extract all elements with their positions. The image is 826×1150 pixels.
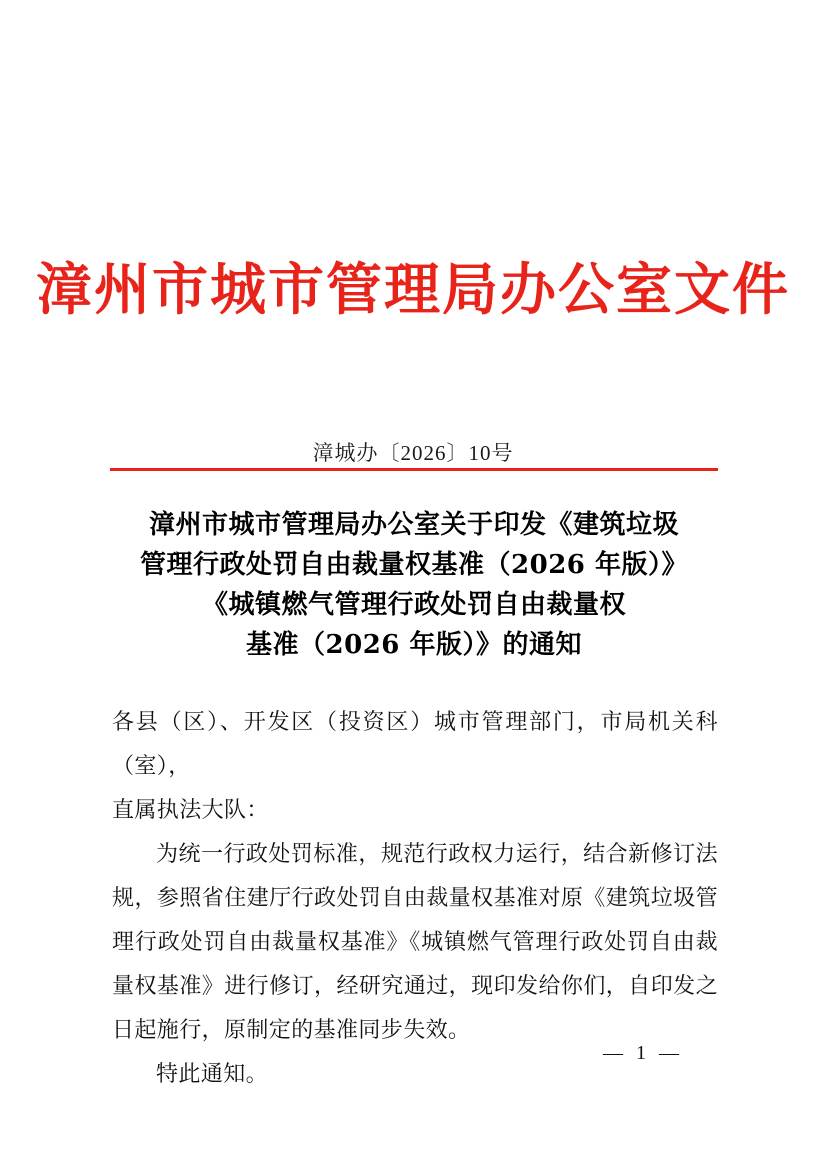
page-title-line-2: 管理行政处罚自由裁量权基准（2026 年版）》 bbox=[140, 550, 688, 580]
salutation-line-1: 各县（区）、开发区（投资区）城市管理部门，市局机关科（室）， bbox=[112, 709, 718, 778]
document-serial-number: 漳城办〔2026〕10号 bbox=[312, 441, 514, 465]
body-paragraph-1: 为统一行政处罚标准，规范行政权力运行，结合新修订法规，参照省住建厅行政处罚自由裁量权基准对原《建筑垃圾管理行政处罚自由裁量权基准》《城镇燃气管理行政处罚自由裁量权基准》进行修订，经研究通过，现印发给你们，自印发之日起施行，原制定的基准同步失效。 bbox=[112, 841, 718, 1042]
issuing-authority-title: 漳州市城市管理局办公室文件 bbox=[36, 257, 790, 323]
page-title bbox=[110, 505, 718, 665]
red-divider-rule bbox=[110, 468, 718, 471]
salutation-line-2: 直属执法大队： bbox=[112, 797, 269, 822]
page-title-line-1: 漳州市城市管理局办公室关于印发《建筑垃圾 bbox=[148, 510, 679, 540]
document-header bbox=[0, 258, 826, 322]
page-footer-number bbox=[0, 1042, 826, 1065]
document-body bbox=[112, 700, 718, 1096]
page-title-line-3: 《城镇燃气管理行政处罚自由裁量权 bbox=[201, 590, 626, 620]
page-number-value: — 1 — bbox=[603, 1042, 683, 1064]
body-paragraph-2: 特此通知。 bbox=[156, 1061, 269, 1086]
page-title-line-4: 基准（2026 年版）》的通知 bbox=[246, 630, 582, 660]
